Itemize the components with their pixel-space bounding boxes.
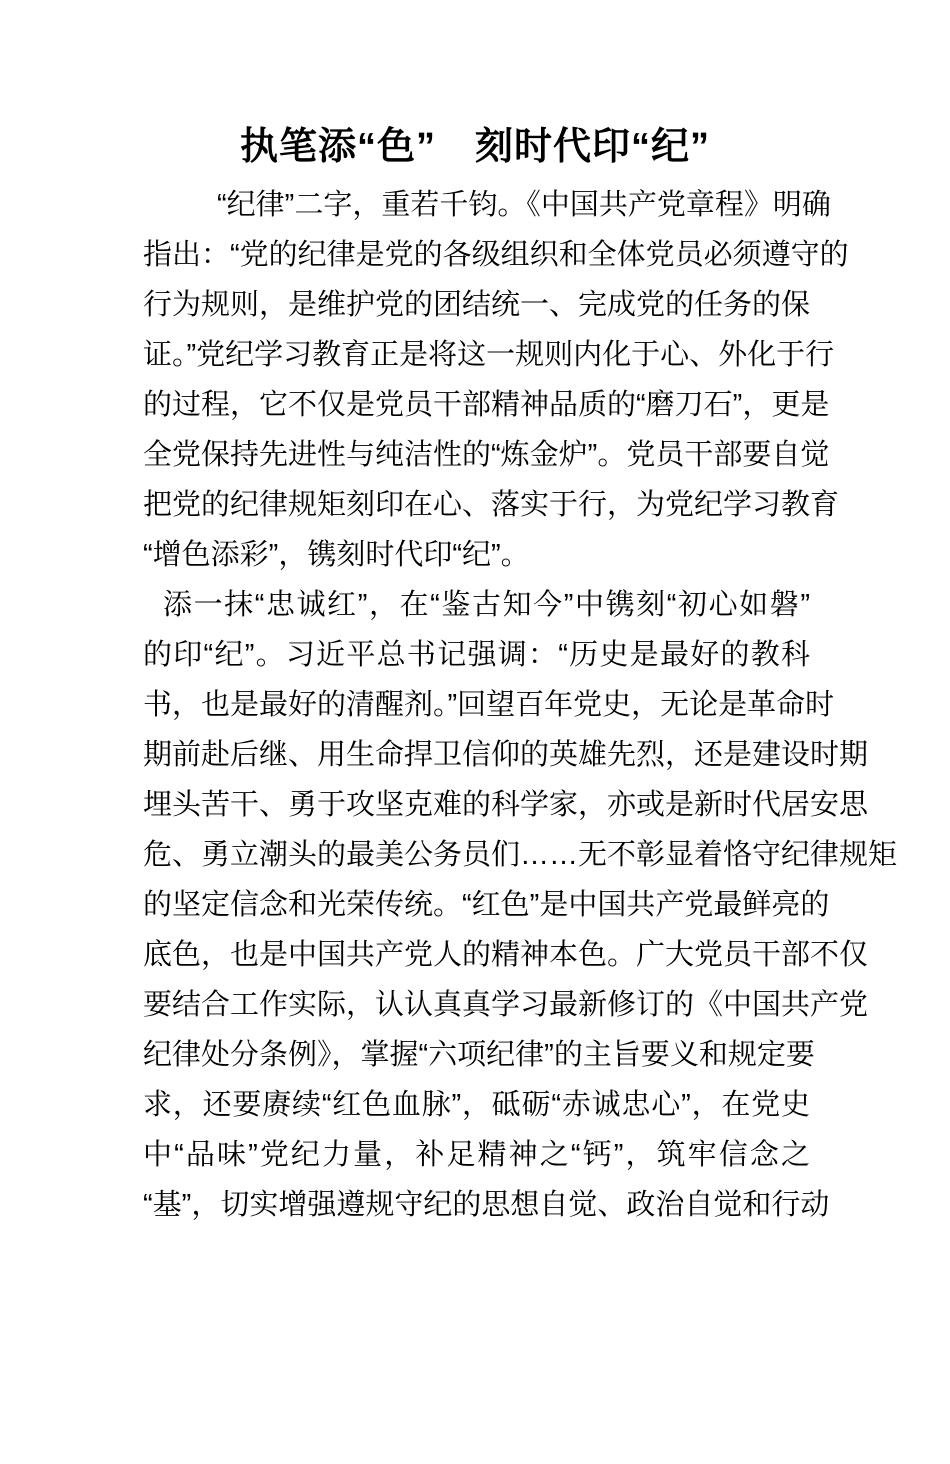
- text-line: 的印“纪”。习近平总书记强调：“历史是最好的教科: [143, 639, 810, 671]
- text-line: “纪律”二字，重若千钧。《中国共产党章程》明确: [217, 189, 831, 221]
- paragraph-1: [143, 180, 849, 580]
- document-body: [143, 180, 898, 1230]
- text-line: 埋头苦干、勇于攻坚克难的科学家，亦或是新时代居安思: [143, 789, 869, 821]
- text-line: 的过程，它不仅是党员干部精神品质的“磨刀石”，更是: [143, 389, 830, 421]
- text-line: 期前赴后继、用生命捍卫信仰的英雄先烈，还是建设时期: [143, 739, 869, 771]
- document-title: 执笔添“色” 刻时代印“纪”: [239, 126, 710, 168]
- text-line: 的坚定信念和光荣传统。“红色”是中国共产党最鲜亮的: [143, 889, 830, 921]
- paragraph-2: [143, 580, 898, 1230]
- text-line: 求，还要赓续“红色血脉”，砥砺“赤诚忠心”，在党史: [143, 1089, 810, 1121]
- text-line: 纪律处分条例》，掌握“六项纪律”的主旨要义和规定要: [143, 1039, 815, 1071]
- text-line: 书，也是最好的清醒剂。”回望百年党史，无论是革命时: [143, 689, 835, 721]
- document-page: [0, 120, 950, 1464]
- text-line: 把党的纪律规矩刻印在心、落实于行，为党纪学习教育: [143, 489, 840, 521]
- text-line: 中“品味”党纪力量，补足精神之“钙”，筑牢信念之: [143, 1139, 810, 1171]
- text-line: 添一抹“忠诚红”，在“鉴古知今”中镌刻“初心如磐”: [163, 589, 810, 621]
- text-line: 行为规则，是维护党的团结统一、完成党的任务的保: [143, 289, 811, 321]
- text-line: “基”，切实增强遵规守纪的思想自觉、政治自觉和行动: [143, 1189, 830, 1221]
- text-line: 要结合工作实际，认认真真学习最新修订的《中国共产党: [143, 989, 869, 1021]
- text-line: “增色添彩”，镌刻时代印“纪”。: [143, 539, 530, 571]
- text-line: 指出：“党的纪律是党的各级组织和全体党员必须遵守的: [143, 239, 849, 271]
- text-line: 底色，也是中国共产党人的精神本色。广大党员干部不仅: [143, 939, 869, 971]
- text-line: 证。”党纪学习教育正是将这一规则内化于心、外化于行: [143, 339, 835, 371]
- text-line: 全党保持先进性与纯洁性的“炼金炉”。党员干部要自觉: [143, 439, 830, 471]
- text-line: 危、勇立潮头的最美公务员们……无不彰显着恪守纪律规矩: [143, 839, 898, 871]
